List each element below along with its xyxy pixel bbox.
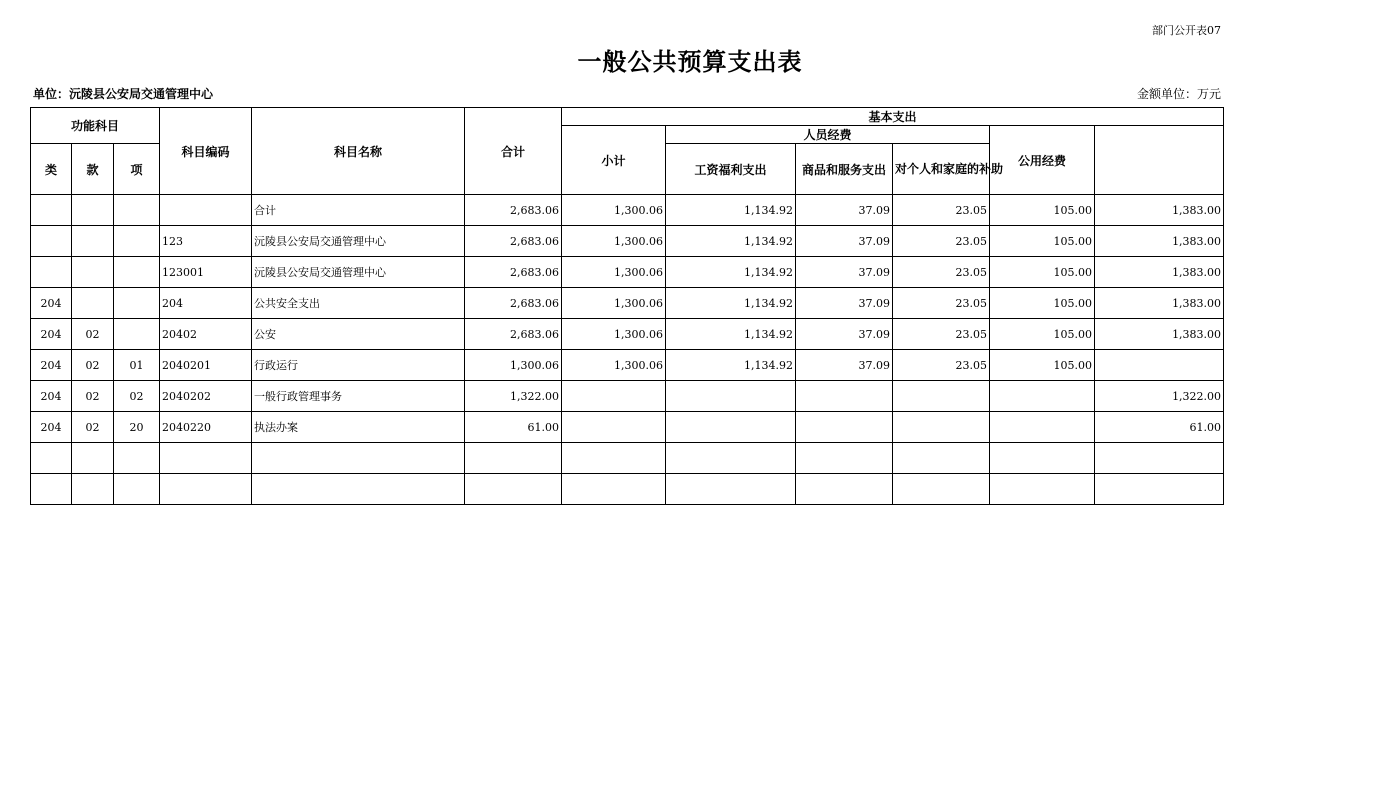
header-subtotal: 小计 <box>562 126 666 195</box>
cell-code: 20402 <box>160 319 252 350</box>
cell-code <box>160 474 252 505</box>
cell-subtotal: 1,300.06 <box>562 319 666 350</box>
cell-xiang <box>114 288 160 319</box>
cell-total: 61.00 <box>465 412 562 443</box>
cell-project: 1,383.00 <box>1095 195 1224 226</box>
cell-kuan <box>72 288 114 319</box>
cell-subsidy: 23.05 <box>893 350 990 381</box>
cell-salary: 1,134.92 <box>666 350 796 381</box>
cell-public <box>990 474 1095 505</box>
cell-subtotal <box>562 412 666 443</box>
cell-name: 行政运行 <box>252 350 465 381</box>
cell-kuan: 02 <box>72 412 114 443</box>
cell-name <box>252 474 465 505</box>
cell-name: 沅陵县公安局交通管理中心 <box>252 257 465 288</box>
cell-xiang <box>114 195 160 226</box>
header-name: 科目名称 <box>252 108 465 195</box>
header-kuan: 款 <box>72 144 114 195</box>
cell-kuan: 02 <box>72 350 114 381</box>
cell-kuan <box>72 257 114 288</box>
cell-code: 123 <box>160 226 252 257</box>
header-subsidy: 对个人和家庭的补助 <box>893 144 990 195</box>
cell-salary: 1,134.92 <box>666 195 796 226</box>
cell-code: 204 <box>160 288 252 319</box>
cell-project: 1,383.00 <box>1095 257 1224 288</box>
cell-subtotal: 1,300.06 <box>562 350 666 381</box>
header-salary: 工资福利支出 <box>666 144 796 195</box>
cell-lei: 204 <box>31 350 72 381</box>
cell-goods: 37.09 <box>796 350 893 381</box>
cell-salary: 1,134.92 <box>666 226 796 257</box>
budget-table <box>30 107 1224 505</box>
cell-lei: 204 <box>31 288 72 319</box>
cell-goods: 37.09 <box>796 288 893 319</box>
cell-subtotal <box>562 381 666 412</box>
cell-kuan <box>72 443 114 474</box>
cell-code: 2040201 <box>160 350 252 381</box>
cell-total: 2,683.06 <box>465 288 562 319</box>
cell-lei <box>31 195 72 226</box>
cell-goods: 37.09 <box>796 226 893 257</box>
cell-name: 合计 <box>252 195 465 226</box>
header-public: 公用经费 <box>990 126 1095 195</box>
cell-public: 105.00 <box>990 257 1095 288</box>
cell-project: 1,383.00 <box>1095 319 1224 350</box>
cell-lei <box>31 443 72 474</box>
cell-kuan <box>72 226 114 257</box>
cell-subtotal <box>562 474 666 505</box>
cell-lei: 204 <box>31 319 72 350</box>
header-basic: 基本支出 <box>562 108 1224 126</box>
cell-code <box>160 195 252 226</box>
cell-project: 1,383.00 <box>1095 226 1224 257</box>
cell-project: 1,383.00 <box>1095 288 1224 319</box>
table-row <box>31 319 1224 350</box>
cell-goods <box>796 381 893 412</box>
cell-public: 105.00 <box>990 350 1095 381</box>
cell-goods <box>796 474 893 505</box>
cell-lei <box>31 257 72 288</box>
header-xiang: 项 <box>114 144 160 195</box>
cell-xiang: 01 <box>114 350 160 381</box>
cell-total <box>465 474 562 505</box>
cell-code: 2040202 <box>160 381 252 412</box>
cell-goods: 37.09 <box>796 195 893 226</box>
cell-subtotal: 1,300.06 <box>562 195 666 226</box>
header-lei: 类 <box>31 144 72 195</box>
cell-goods: 37.09 <box>796 319 893 350</box>
cell-lei: 204 <box>31 412 72 443</box>
cell-xiang <box>114 257 160 288</box>
cell-goods <box>796 412 893 443</box>
unit-label: 单位：沅陵县公安局交通管理中心 <box>33 87 214 101</box>
cell-name: 执法办案 <box>252 412 465 443</box>
cell-public <box>990 443 1095 474</box>
cell-public: 105.00 <box>990 195 1095 226</box>
cell-kuan <box>72 195 114 226</box>
cell-public: 105.00 <box>990 288 1095 319</box>
cell-name: 沅陵县公安局交通管理中心 <box>252 226 465 257</box>
cell-xiang <box>114 443 160 474</box>
cell-public <box>990 381 1095 412</box>
cell-name: 公共安全支出 <box>252 288 465 319</box>
cell-goods: 37.09 <box>796 257 893 288</box>
cell-project <box>1095 474 1224 505</box>
cell-subsidy <box>893 381 990 412</box>
cell-salary: 1,134.92 <box>666 319 796 350</box>
cell-xiang: 20 <box>114 412 160 443</box>
cell-xiang <box>114 474 160 505</box>
cell-lei <box>31 474 72 505</box>
cell-subtotal: 1,300.06 <box>562 226 666 257</box>
cell-subsidy <box>893 474 990 505</box>
cell-subsidy: 23.05 <box>893 288 990 319</box>
cell-code <box>160 443 252 474</box>
cell-salary <box>666 381 796 412</box>
cell-project <box>1095 443 1224 474</box>
cell-salary <box>666 443 796 474</box>
cell-project: 1,322.00 <box>1095 381 1224 412</box>
table-row <box>31 474 1224 505</box>
cell-name <box>252 443 465 474</box>
cell-subtotal <box>562 443 666 474</box>
table-row <box>31 226 1224 257</box>
cell-code: 123001 <box>160 257 252 288</box>
cell-subtotal: 1,300.06 <box>562 288 666 319</box>
cell-total: 1,300.06 <box>465 350 562 381</box>
cell-project: 61.00 <box>1095 412 1224 443</box>
form-number: 部门公开表07 <box>1152 24 1221 37</box>
cell-goods <box>796 443 893 474</box>
header-personnel: 人员经费 <box>666 126 990 144</box>
cell-subsidy: 23.05 <box>893 257 990 288</box>
header-func-subject: 功能科目 <box>31 108 160 144</box>
amount-unit-label: 金额单位：万元 <box>1136 87 1221 101</box>
cell-project <box>1095 350 1224 381</box>
table-row <box>31 381 1224 412</box>
cell-subsidy <box>893 412 990 443</box>
cell-name: 一般行政管理事务 <box>252 381 465 412</box>
cell-xiang <box>114 319 160 350</box>
cell-public: 105.00 <box>990 319 1095 350</box>
cell-salary: 1,134.92 <box>666 288 796 319</box>
table-row <box>31 257 1224 288</box>
cell-xiang <box>114 226 160 257</box>
cell-name: 公安 <box>252 319 465 350</box>
table-row <box>31 288 1224 319</box>
cell-total: 2,683.06 <box>465 195 562 226</box>
header-code: 科目编码 <box>160 108 252 195</box>
cell-subsidy: 23.05 <box>893 319 990 350</box>
cell-total <box>465 443 562 474</box>
table-row <box>31 412 1224 443</box>
cell-public <box>990 412 1095 443</box>
cell-xiang: 02 <box>114 381 160 412</box>
cell-salary: 1,134.92 <box>666 257 796 288</box>
cell-subsidy: 23.05 <box>893 226 990 257</box>
cell-total: 1,322.00 <box>465 381 562 412</box>
cell-subsidy: 23.05 <box>893 195 990 226</box>
header-goods: 商品和服务支出 <box>796 144 893 195</box>
cell-subtotal: 1,300.06 <box>562 257 666 288</box>
table-row <box>31 443 1224 474</box>
cell-lei: 204 <box>31 381 72 412</box>
cell-kuan: 02 <box>72 319 114 350</box>
header-total: 合计 <box>465 108 562 195</box>
table-row <box>31 350 1224 381</box>
cell-salary <box>666 412 796 443</box>
cell-public: 105.00 <box>990 226 1095 257</box>
cell-total: 2,683.06 <box>465 226 562 257</box>
cell-subsidy <box>893 443 990 474</box>
cell-kuan <box>72 474 114 505</box>
cell-total: 2,683.06 <box>465 257 562 288</box>
cell-total: 2,683.06 <box>465 319 562 350</box>
cell-lei <box>31 226 72 257</box>
table-row <box>31 195 1224 226</box>
page-title: 一般公共预算支出表 <box>577 48 803 76</box>
cell-salary <box>666 474 796 505</box>
cell-kuan: 02 <box>72 381 114 412</box>
cell-code: 2040220 <box>160 412 252 443</box>
